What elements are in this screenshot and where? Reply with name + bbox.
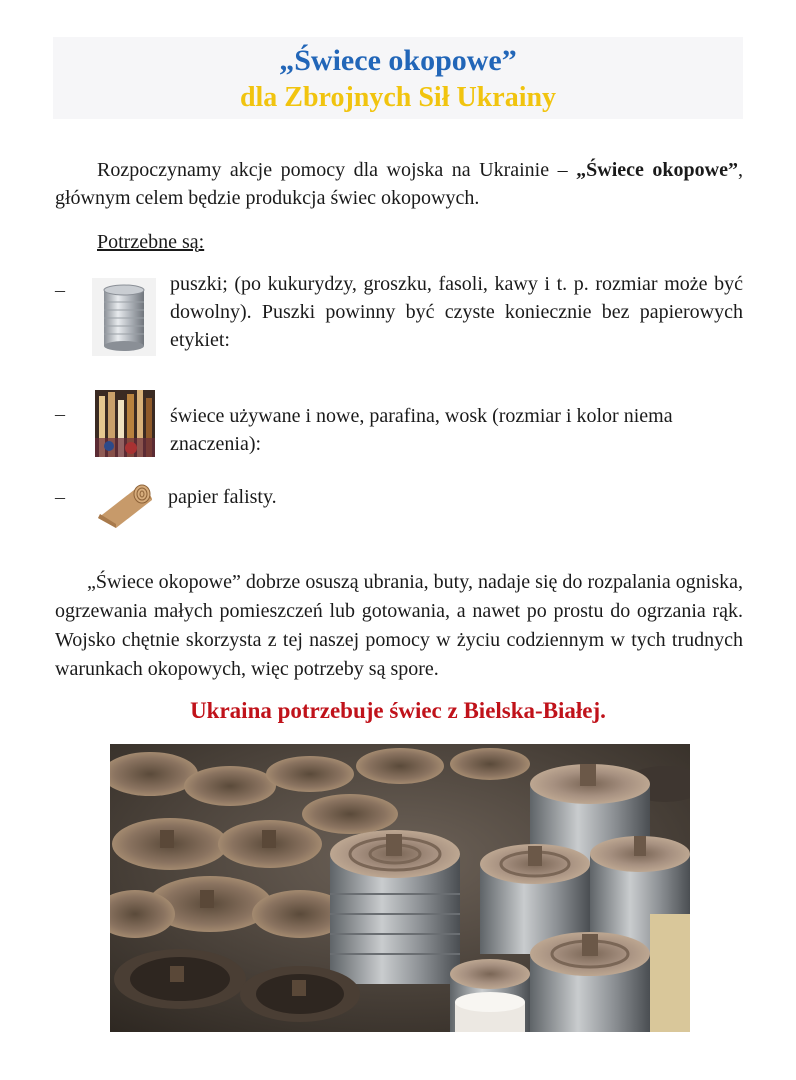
- candles-image: [95, 390, 155, 457]
- title-banner: [53, 37, 743, 119]
- list-dash: –: [55, 403, 65, 425]
- trench-candles-photo: [110, 744, 690, 1032]
- description-paragraph: „Świece okopowe” dobrze osuszą ubrania, buty, nadaje się do rozpalania ogniska, ogrzewania małych pomieszczeń lub gotowania, a nawet po prostu do ogrzania rąk. Wojsko chętnie skorzysta z tej naszej pomocy w życiu codziennym w tych trudnych warunkach okopowych, więc potrzeby są spore.: [55, 571, 743, 680]
- page-subtitle: dla Zbrojnych Sił Ukrainy: [239, 82, 557, 113]
- list-dash: –: [55, 279, 65, 301]
- item-candles-text: świece używane i nowe, parafina, wosk (rozmiar i kolor niema znaczenia):: [170, 405, 673, 455]
- needs-heading: Potrzebne są:: [97, 231, 205, 253]
- page-title: „Świece okopowe”: [279, 44, 517, 77]
- intro-text-end: , głównym celem będzie produkcja świec okopowych.: [55, 159, 743, 209]
- list-dash: –: [55, 486, 65, 508]
- intro-paragraph: [55, 156, 743, 212]
- intro-text-start: Rozpoczynamy akcje pomocy dla wojska na Ukrainie –: [97, 159, 577, 181]
- item-paper-text: papier falisty.: [168, 486, 277, 508]
- call-to-action: Ukraina potrzebuje świec z Bielska-Białej.: [190, 698, 606, 723]
- item-cans-text: puszki; (po kukurydzy, groszku, fasoli, kawy i t. p. rozmiar może być dowolny). Puszki powinny być czyste koniecznie bez papierowych etykiet:: [170, 273, 743, 351]
- tin-can-image: [92, 278, 156, 356]
- intro-campaign-name: „Świece okopowe”: [576, 159, 738, 181]
- corrugated-paper-image: [94, 480, 154, 530]
